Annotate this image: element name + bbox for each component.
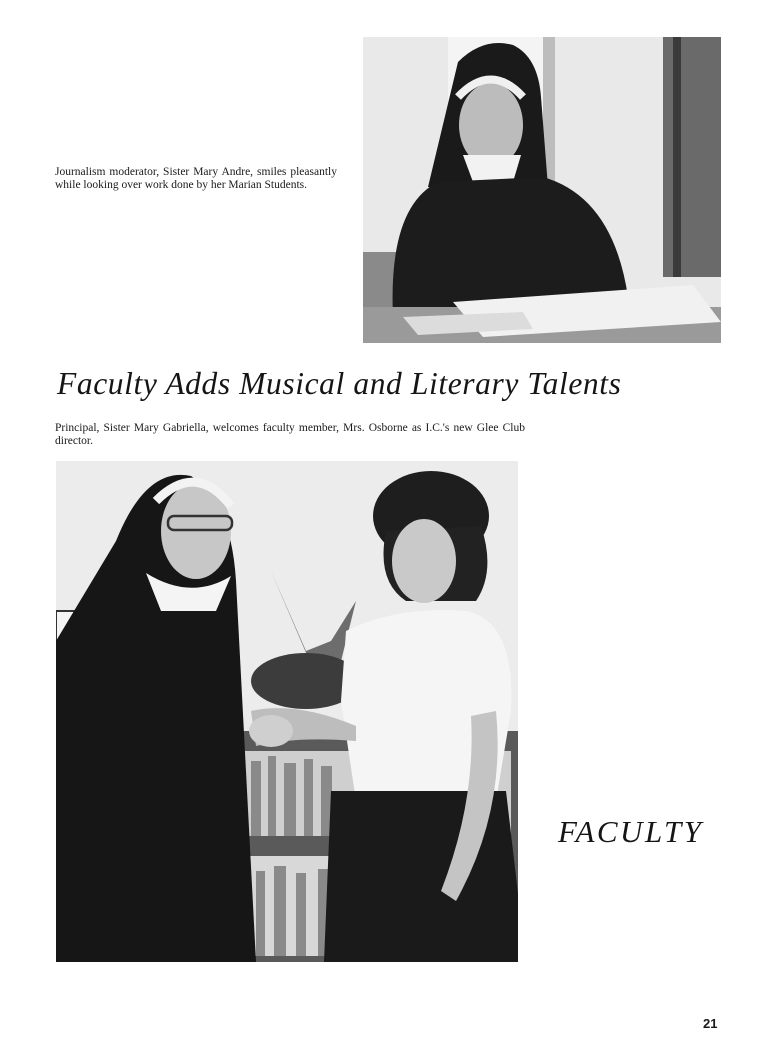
page-number: 21 [703,1016,718,1031]
photo-handshake-principal-and-director [56,461,518,962]
photo-caption-top: Journalism moderator, Sister Mary Andre, smiles pleasantly while looking over work done by her Marian Students. [55,166,337,191]
photo-sister-mary-andre [363,37,721,343]
photo-caption-bottom: Principal, Sister Mary Gabriella, welcomes faculty member, Mrs. Osborne as I.C.'s new Glee Club director. [55,422,525,447]
section-title: FACULTY [558,814,704,849]
headline: Faculty Adds Musical and Literary Talents [57,366,622,401]
